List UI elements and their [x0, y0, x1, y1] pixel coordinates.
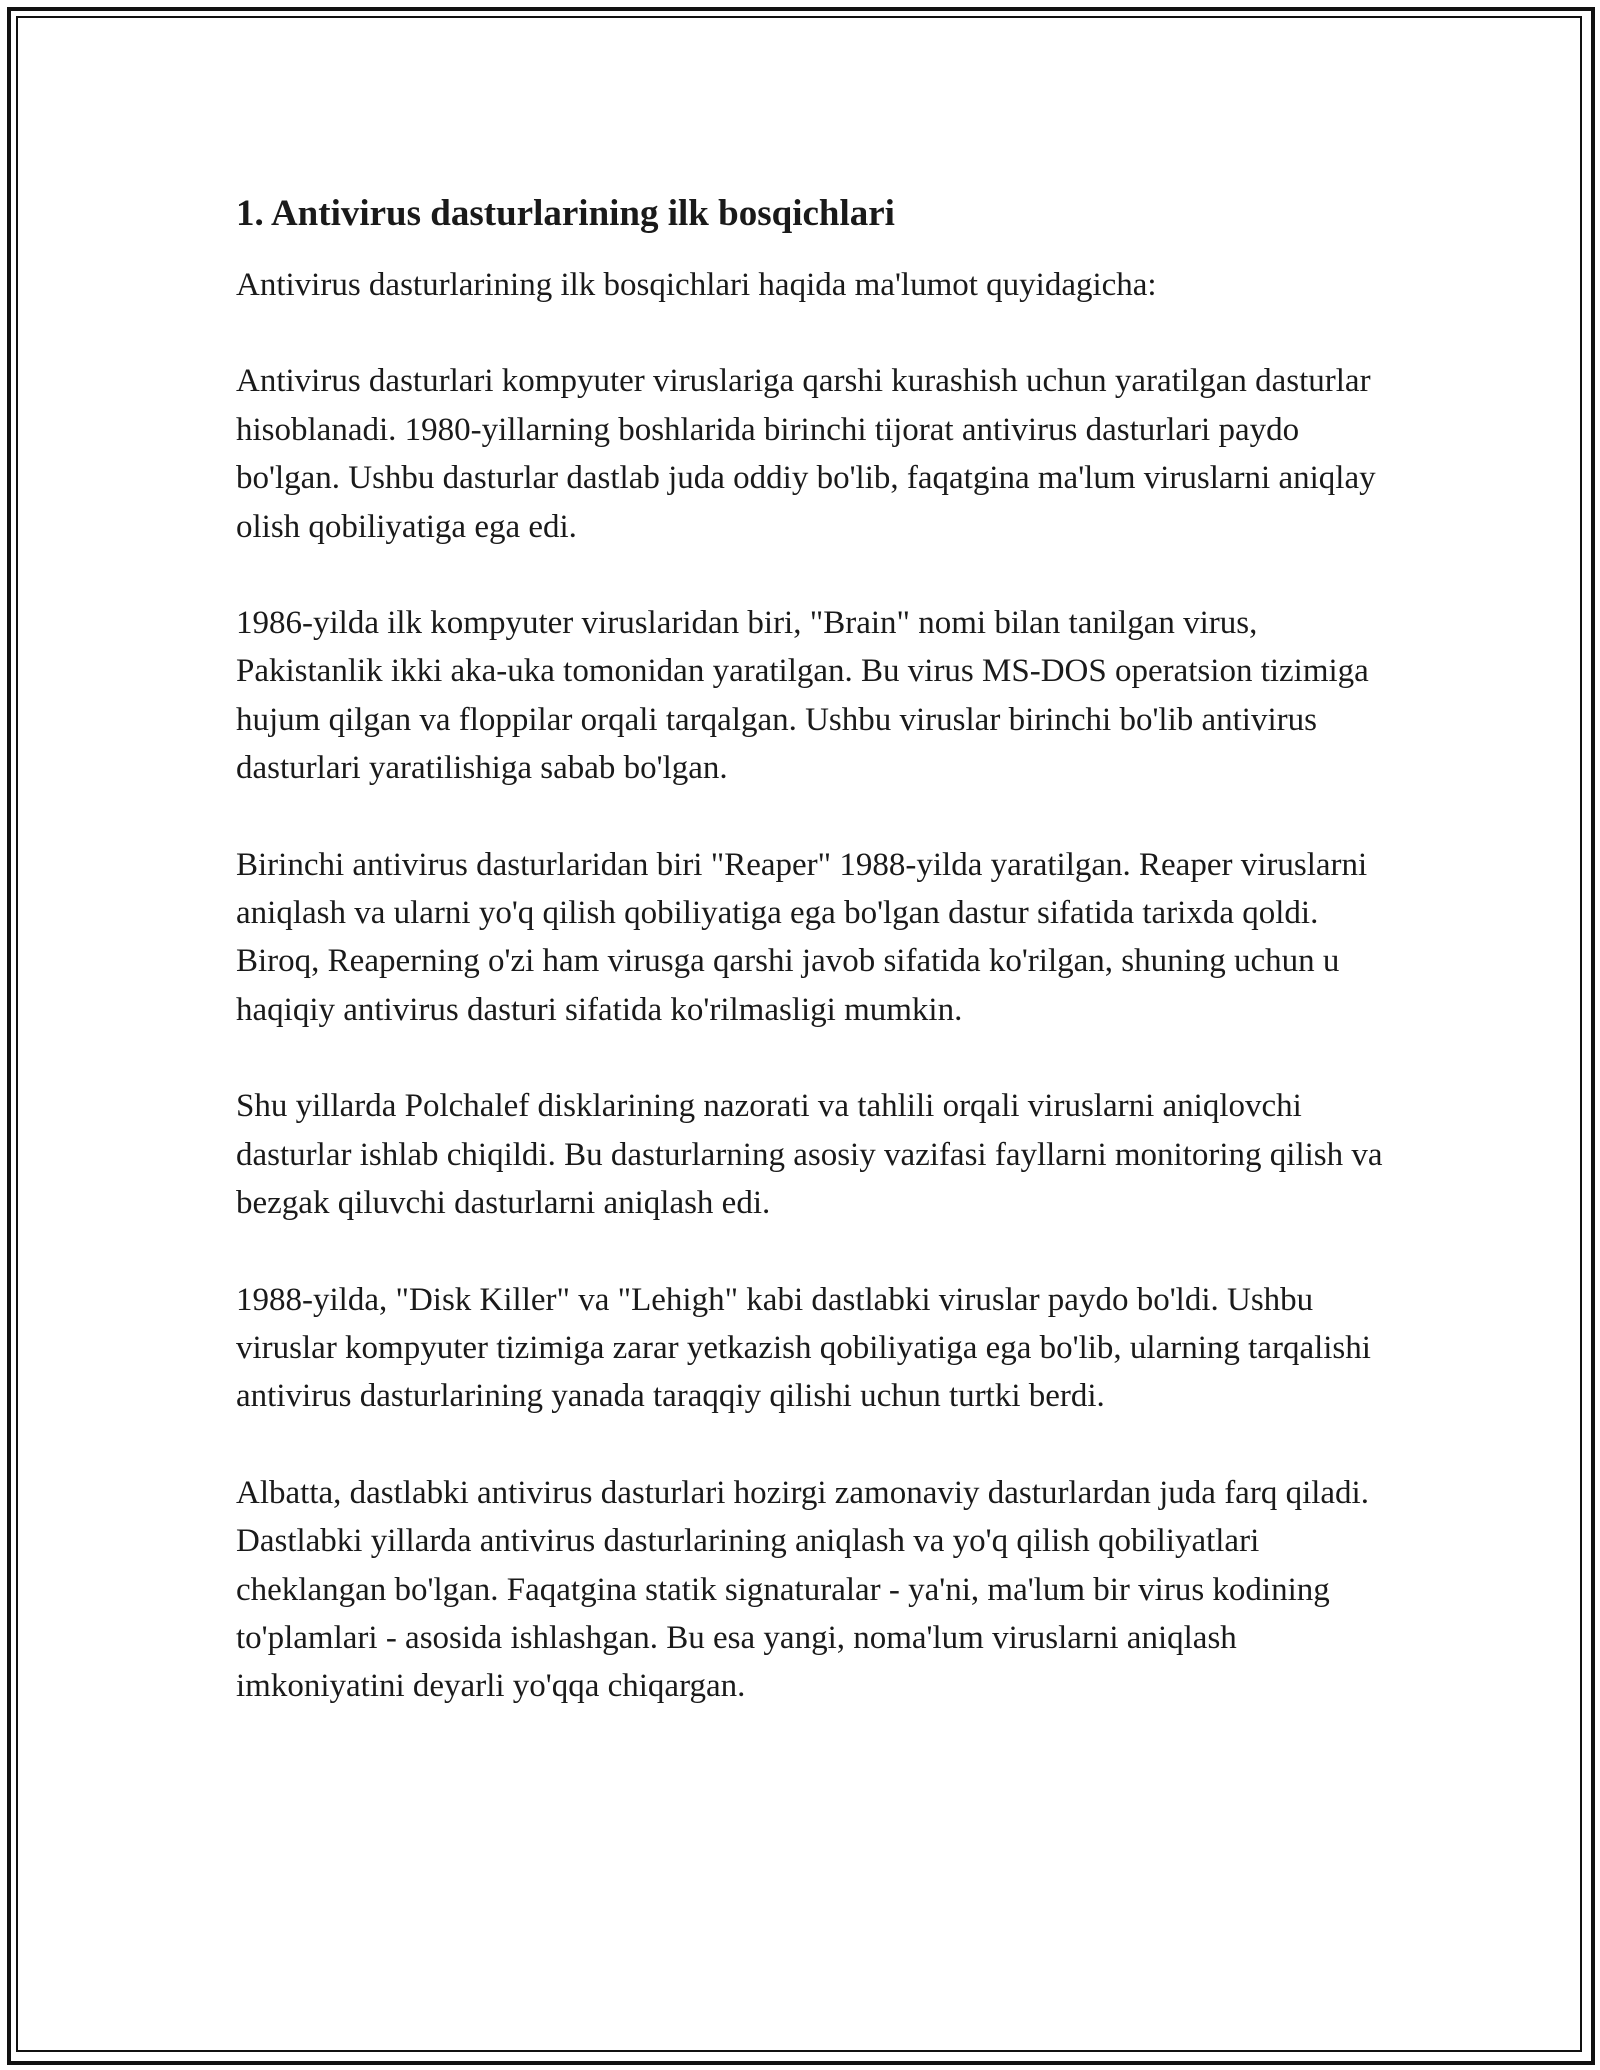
paragraph-6: Albatta, dastlabki antivirus dasturlari hozirgi zamonaviy dasturlardan juda farq qiladi. Dastlabki yillarda antivirus dasturlarining aniqlash va yo'q qilish qobiliyatlari cheklangan bo'lgan. Faqatgina statik signaturalar - ya'ni, ma'lum bir virus kodining to'plamlari - asosida ishlashgan. Bu esa yangi, noma'lum viruslarni aniqlash imkoniyatini deyarli yo'qqa chiqargan.	[236, 1474, 1369, 1705]
paragraph-1: Antivirus dasturlari kompyuter viruslariga qarshi kurashish uchun yaratilgan dasturlar hisoblanadi. 1980-yillarning boshlarida birinchi tijorat antivirus dasturlari paydo bo'lgan. Ushbu dasturlar dastlab juda oddiy bo'lib, faqatgina ma'lum viruslarni aniqlay olish qobiliyatiga ega edi.	[236, 363, 1376, 545]
paragraph-2: 1986-yilda ilk kompyuter viruslaridan biri, "Brain" nomi bilan tanilgan virus, Pakistanlik ikki aka-uka tomonidan yaratilgan. Bu virus MS-DOS operatsion tizimiga hujum qilgan va floppilar orqali tarqalgan. Ushbu viruslar birinchi bo'lib antivirus dasturlari yaratilishiga sabab bo'lgan.	[236, 605, 1369, 787]
intro-paragraph: Antivirus dasturlarining ilk bosqichlari haqida ma'lumot quyidagicha:	[236, 267, 1157, 303]
paragraph-3: Birinchi antivirus dasturlaridan biri "Reaper" 1988-yilda yaratilgan. Reaper viruslarni aniqlash va ularni yo'q qilish qobiliyatiga ega bo'lgan dastur sifatida tarixda qoldi. Biroq, Reaperning o'zi ham virusga qarshi javob sifatida ko'rilgan, shuning uchun u haqiqiy antivirus dasturi sifatida ko'rilmasligi mumkin.	[236, 846, 1368, 1028]
document-body	[236, 185, 1386, 1759]
section-heading: 1. Antivirus dasturlarining ilk bosqichlari	[236, 193, 895, 234]
paragraph-5: 1988-yilda, "Disk Killer" va "Lehigh" kabi dastlabki viruslar paydo bo'ldi. Ushbu viruslar kompyuter tizimiga zarar yetkazish qobiliyatiga ega bo'lib, ularning tarqalishi antivirus dasturlarining yanada taraqqiy qilishi uchun turtki berdi.	[236, 1281, 1371, 1415]
paragraph-4: Shu yillarda Polchalef disklarining nazorati va tahlili orqali viruslarni aniqlovchi dasturlar ishlab chiqildi. Bu dasturlarning asosiy vazifasi fayllarni monitoring qilish va bezgak qiluvchi dasturlarni aniqlash edi.	[236, 1088, 1383, 1222]
